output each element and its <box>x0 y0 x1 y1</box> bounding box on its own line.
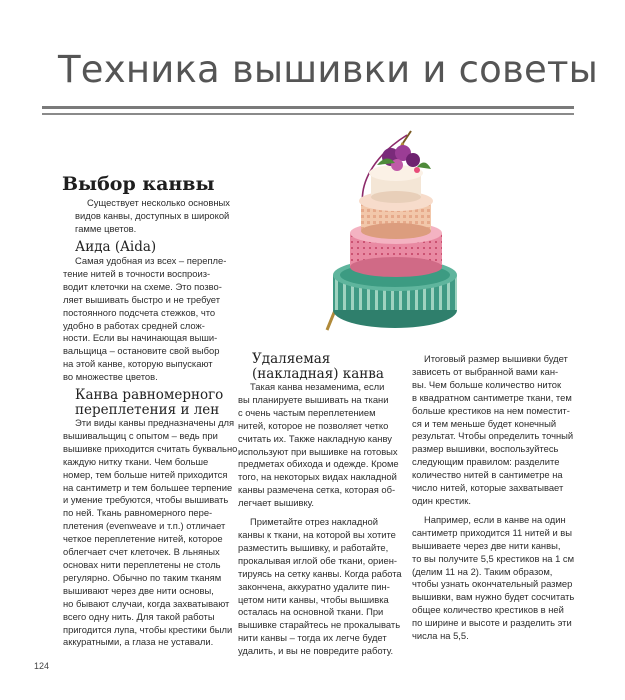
page-number: 124 <box>34 661 50 671</box>
text-line: по ширине и высоте и разделить эти <box>412 617 572 629</box>
text-line: канвы к ткани, на которой вы хотите <box>238 528 396 540</box>
heading-line: (накладная) канва <box>252 366 384 382</box>
text-line: того, на некоторых видах накладной <box>238 471 397 483</box>
text-line: прокалывая иглой обе ткани, ориен- <box>238 554 397 566</box>
text-line: тение нитей в точности воспроиз- <box>63 267 211 279</box>
text-line: вышивке старайтесь не прокалывать <box>238 619 401 631</box>
text-line: число нитей, которые захватывает <box>412 482 564 494</box>
text-line: удалить, и вы не повредите работу. <box>238 645 394 657</box>
text-line: Итоговый размер вышивки будет <box>424 353 568 364</box>
text-line: общее количество крестиков в ней <box>412 604 564 616</box>
text-line: вальщица – остановите свой выбор <box>63 345 220 357</box>
text-line: вышивке приходится считать буквально <box>63 442 238 454</box>
text-line: используют при вышивке на готовых <box>238 445 398 457</box>
text-line: разместить вышивку, и работайте, <box>238 541 389 553</box>
text-line: во множестве цветов. <box>63 371 158 383</box>
text-line: закончена, аккуратно удалите пин- <box>238 580 390 592</box>
aida-heading: Аида (Aida) <box>75 239 157 255</box>
text-line: Приметайте отрез накладной <box>250 516 378 528</box>
text-line: предметах обихода и одежде. Кроме <box>238 458 399 470</box>
text-line: Самая удобная из всех – перепле- <box>75 255 227 266</box>
text-line: ляет вышивать быстро и не требует <box>63 293 221 305</box>
text-line: каждую нитку ткани. Чем больше <box>63 455 209 467</box>
text-line: нитей, которое не позволяет четко <box>238 419 389 431</box>
removable-heading <box>252 352 384 382</box>
text-line: чтобы узнать окончательный размер <box>412 578 573 590</box>
text-line: нити канвы – тогда их легче будет <box>238 632 387 644</box>
text-line: легчает вышивку. <box>238 497 315 509</box>
text-line: вышиваете через две нити канвы, <box>412 539 561 551</box>
text-line: сантиметр приходится 11 нитей и вы <box>412 526 573 538</box>
heading-line: Удаляемая <box>252 351 331 367</box>
section-intro <box>75 197 235 236</box>
text-line: вышивальщиц с опытом – ведь при <box>63 429 218 441</box>
text-line: вышивают через две нити основы, <box>63 584 214 596</box>
aida-body <box>63 255 238 384</box>
text-line: канвы размечена сетка, которая об- <box>238 484 396 496</box>
text-line: ности. Если вы начинающая выши- <box>63 332 218 344</box>
text-line: зависеть от выбранной вами кан- <box>412 365 559 377</box>
text-line: с очень частым переплетением <box>238 406 376 418</box>
text-line: (делим 11 на 2). Таким образом, <box>412 565 553 577</box>
text-line: больше крестиков на нем поместит- <box>412 404 570 416</box>
text-line: то вы получите 5,5 крестиков на 1 см <box>412 552 575 564</box>
text-line: считать их. Также накладную канву <box>238 432 392 444</box>
heading-line: Канва равномерного <box>75 387 224 403</box>
text-line: следующим правилом: разделите <box>412 456 560 468</box>
text-line: количество нитей в сантиметре на <box>412 469 563 481</box>
text-line: вы планируете вышивать на ткани <box>238 393 389 405</box>
text-line: номер, тем больше нитей приходится <box>63 468 228 480</box>
text-line: тируясь на сетку канвы. Когда работа <box>238 567 402 579</box>
cross-stitch-illustration <box>295 125 485 340</box>
text-line: постоянного подсчета стежков, что <box>63 306 216 318</box>
text-line: основах нити переплетены не столь <box>63 558 221 570</box>
section-intro-text: Существует несколько основных видов канвы, доступных в широкой гамме цветов. <box>75 197 230 234</box>
even-heading <box>75 388 223 418</box>
text-line: удобно в работах средней слож- <box>63 319 205 331</box>
text-line: цетом нити канвы, чтобы вышивка <box>238 593 389 605</box>
size-body <box>412 353 584 643</box>
text-line: водит клеточки на схеме. Это позво- <box>63 280 222 292</box>
text-line: всего одну нить. Для такой работы <box>63 610 215 622</box>
text-line: один крестик. <box>412 494 471 506</box>
removable-body <box>238 381 416 658</box>
text-line: и умение требуются, чтобы вышивать <box>63 494 229 506</box>
text-line: аккуратными, а глаза не уставали. <box>63 636 214 648</box>
text-line: вы. Чем больше количество ниток <box>412 378 562 390</box>
text-line: осталась на основной ткани. При <box>238 606 384 618</box>
text-line: регулярно. Обычно по таким тканям <box>63 571 222 583</box>
text-line: облегчает счет клеточек. В льняных <box>63 546 220 558</box>
text-line: пригодится лупа, чтобы крестики были <box>63 623 233 635</box>
text-line: Например, если в канве на один <box>424 513 566 525</box>
text-line: на сантиметр и тем большее терпение <box>63 481 233 493</box>
text-line: вышивки, вам нужно будет сосчитать <box>412 591 575 603</box>
even-body <box>63 417 238 649</box>
text-line: на этой канве, которую выпускают <box>63 358 213 370</box>
text-line: но бывают случаи, когда захватывают <box>63 597 230 609</box>
text-line: в квадратном сантиметре ткани, тем <box>412 391 572 403</box>
text-line: Эти виды канвы предназначены для <box>75 417 235 428</box>
text-line: размер вышивки, воспользуйтесь <box>412 443 559 455</box>
heading-line: переплетения и лен <box>75 402 220 418</box>
text-line: по ней. Ткань равномерного пере- <box>63 507 213 519</box>
title-rule-top <box>42 106 574 109</box>
text-line: Такая канва незаменима, если <box>250 381 385 392</box>
title-rule-bottom <box>42 113 574 115</box>
text-line: ся и тем меньше будет конечный <box>412 417 557 429</box>
text-line: плетения (evenweave и т.п.) отличает <box>63 520 226 532</box>
page-title: Техника вышивки и советы <box>58 48 599 91</box>
text-line: четкое переплетение нитей, которое <box>63 533 223 545</box>
text-line: числа на 5,5. <box>412 630 469 642</box>
text-line: результат. Чтобы определить точный <box>412 430 574 442</box>
section-heading: Выбор канвы <box>62 173 215 195</box>
